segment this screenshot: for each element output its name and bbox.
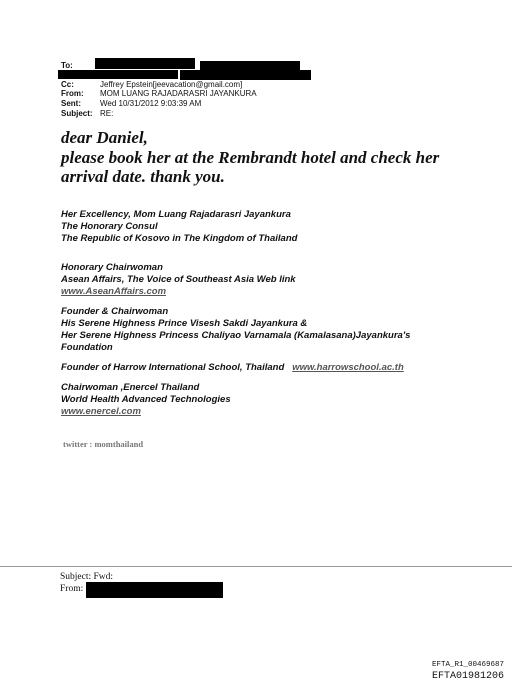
signature-line: World Health Advanced Technologies — [61, 394, 231, 405]
fwd-subject: Subject: Fwd: — [60, 572, 114, 582]
signature-line: Her Serene Highness Princess Chaliyao Varnamala (Kamalasana)Jayankura's — [61, 330, 411, 341]
signature-line: Foundation — [61, 342, 113, 353]
signature-line: Founder of Harrow International School, Thailand — [61, 362, 285, 373]
message-line: please book her at the Rembrandt hotel and check her — [61, 148, 440, 167]
redaction-bar — [86, 582, 223, 598]
message-line: arrival date. thank you. — [61, 167, 225, 186]
twitter-handle: twitter : momthailand — [63, 439, 144, 449]
aseanaffairs-link[interactable]: www.AseanAffairs.com — [61, 286, 167, 297]
message-greeting: dear Daniel, — [61, 128, 148, 147]
from-value: MOM LUANG RAJADARASRI JAYANKURA — [100, 89, 257, 98]
signature-line: The Honorary Consul — [61, 221, 158, 232]
signature-line: Asean Affairs, The Voice of Southeast Asia Web link — [61, 274, 296, 285]
redaction-bar — [200, 61, 300, 70]
footer-id: EFTA01981206 — [431, 671, 504, 682]
sent-value: Wed 10/31/2012 9:03:39 AM — [100, 99, 202, 108]
redaction-bar — [180, 70, 311, 80]
signature-line: Her Excellency, Mom Luang Rajadarasri Jayankura — [61, 209, 291, 220]
harrowschool-link[interactable]: www.harrowschool.ac.th — [292, 362, 404, 373]
subject-label: Subject: — [61, 109, 93, 118]
signature-block — [61, 306, 410, 354]
signature-block — [61, 362, 404, 374]
signature-block — [61, 262, 296, 298]
to-label: To: — [61, 61, 73, 70]
fwd-from-label: From: — [60, 584, 84, 594]
signature-block — [61, 209, 297, 245]
signature-block — [61, 382, 231, 418]
signature-line: The Republic of Kosovo in The Kingdom of Thailand — [61, 233, 298, 244]
from-label: From: — [61, 89, 84, 98]
redaction-bar — [58, 70, 178, 79]
subject-value: RE: — [100, 109, 114, 118]
sent-label: Sent: — [61, 99, 81, 108]
signature-line: His Serene Highness Prince Visesh Sakdi Jayankura & — [61, 318, 308, 329]
footer-id-small: EFTA_R1_00469687 — [431, 661, 504, 669]
signature-line: Founder & Chairwoman — [61, 306, 169, 317]
redaction-bar — [95, 58, 195, 69]
cc-label: Cc: — [61, 80, 74, 89]
enercel-link[interactable]: www.enercel.com — [61, 406, 141, 417]
cc-value: Jeffrey Epstein[jeevacation@gmail.com] — [100, 80, 243, 89]
signature-line: Honorary Chairwoman — [61, 262, 163, 273]
signature-line: Chairwoman ,Enercel Thailand — [61, 382, 200, 393]
divider — [0, 566, 512, 567]
